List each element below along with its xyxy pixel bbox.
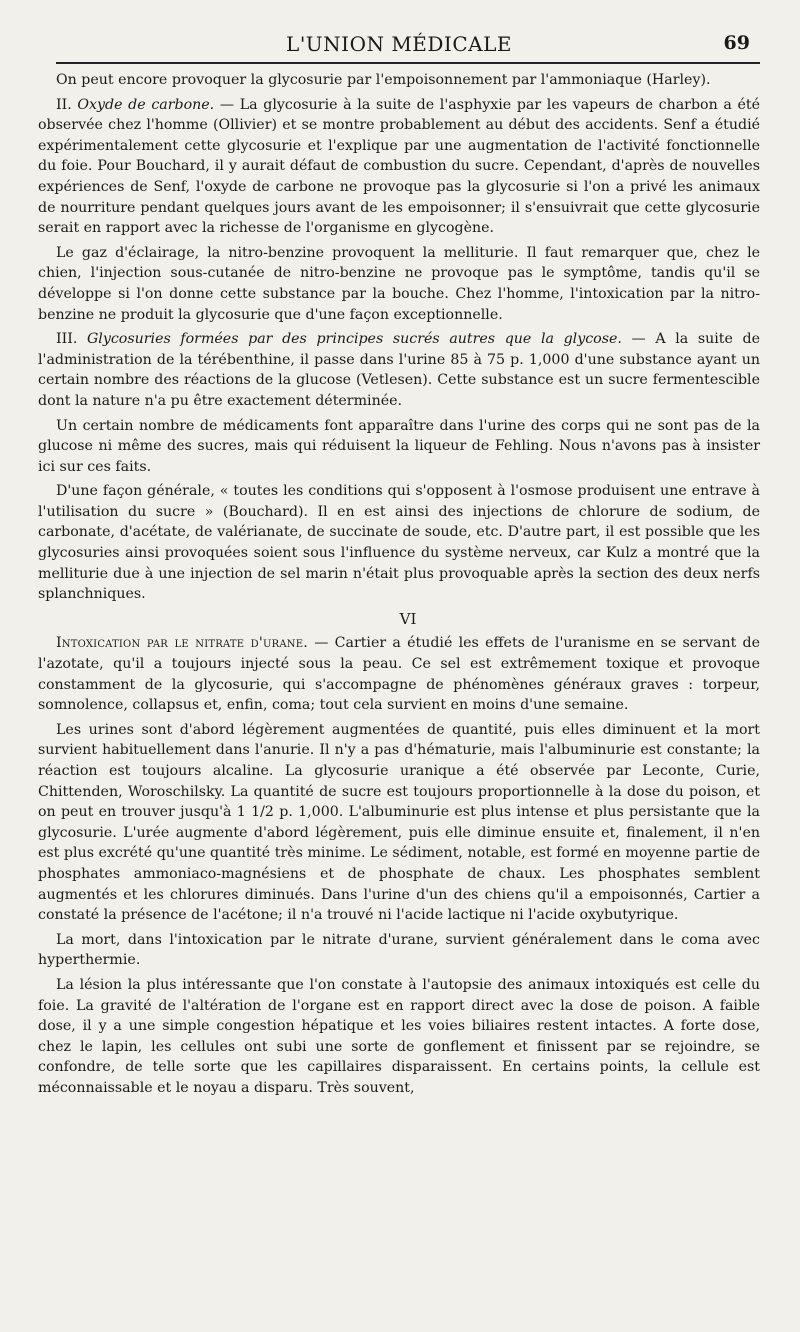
page-number: 69 — [723, 32, 750, 54]
paragraph-medicaments: Un certain nombre de médicaments font apparaître dans l'urine des corps qui ne sont pas de la glucose ni même des sucres, mais qui réduisent la liqueur de Fehling. Nous n'avons pas à insister ici sur ces faits. — [38, 417, 760, 475]
paragraph-ammoniaque: On peut encore provoquer la glycosurie par l'empoisonnement par l'ammoniaque (Harley). — [56, 72, 711, 88]
paragraph-urines: Les urines sont d'abord légèrement augmentées de quantité, puis elles diminuent et la mort survient habituellement dans l'anurie. Il n'y a pas d'hématurie, mais l'albuminurie est constante; la réaction est toujours alcaline. La glycosurie uranique a été observée par Leconte, Curie, Chittenden, Woroschilsky. La quantité de sucre est toujours proportionnelle à la dose du poison, et on peut en trouver jusqu'à 1 1/2 p. 1,000. L'albuminurie est plus intense et plus persistante que la glycosurie. L'urée augmente d'abord légèrement, puis elle diminue ensuite et, finalement, il n'en est plus excrété qu'une quantité très minime. Le sédiment, notable, est formé en moyenne partie de phosphates ammoniaco-magnésiens et de phosphate de chaux. Les phosphates semblent augmentés et les chlorures diminués. Dans l'urine d'un des chiens qu'il a empoisonnés, Cartier a constaté la présence de l'acétone; il n'a trouvé ni l'acide lactique ni l'acide oxybutyrique. — [38, 721, 760, 924]
heading-principes-sucres: Glycosuries formées par des principes sucrés autres que la glycose. — [86, 331, 622, 348]
text-nitrate-urane: — Cartier a étudié les effets de l'uranisme en se servant de l'azotate, qu'il a toujours injecté sous la peau. Ce sel est extrêmement toxique et provoque constamment de la glycosurie, qui s'accompagne de phénomènes généraux graves : torpeur, somnolence, collapsus et, enfin, coma; tout cela survient en moins d'une semaine. — [38, 635, 761, 714]
paragraph-oxyde-de-carbone — [38, 95, 760, 239]
text-principes-sucres: — A la suite de l'administration de la térébenthine, il passe dans l'urine 85 à 75 p. 1,000 d'une substance ayant un certain nombre des réactions de la glucose (Vetlesen). Cette substance est un sucre fermentescible dont la nature n'a pu être exactement déterminée. — [38, 331, 760, 409]
page-header — [38, 28, 760, 60]
heading-oxyde-de-carbone: Oxyde de carbone. — [77, 96, 215, 113]
section-number-iii: III. — [56, 331, 78, 348]
body-text — [38, 70, 760, 1099]
text-oxyde-de-carbone: — La glycosurie à la suite de l'asphyxie par les vapeurs de charbon a été observée chez l'homme (Ollivier) et se montre probablement au début des accidents. Senf a étudié expérimentalement cette glycosurie et l'explique par une augmentation de l'activité fonctionnelle du foie. Pour Bouchard, il y aurait défaut de combustion du sucre. Cependant, d'après de nouvelles expériences de Senf, l'oxyde de carbone ne provoque pas la glycosurie si l'on a privé les animaux de nourriture pendant quelques jours avant de les empoisonner; il s'ensuivrait que cette glycosurie serait en rapport avec la richesse de l'organisme en glycogène. — [38, 96, 760, 237]
paragraph-lesion-foie: La lésion la plus intéressante que l'on constate à l'autopsie des animaux intoxiqués est celle du foie. La gravité de l'altération de l'organe est en rapport direct avec la dose de poison. A faible dose, il y a une simple congestion hépatique et les voies biliaires restent intactes. A forte dose, chez le lapin, les cellules ont subi une sorte de gonflement et finissent par se rejoindre, se confondre, de telle sorte que les capillaires disparaissent. En certains points, la cellule est méconnaissable et le noyau a disparu. Très souvent, — [38, 976, 760, 1096]
running-title: L'UNION MÉDICALE — [286, 32, 512, 56]
paragraph-nitrate-urane — [38, 633, 760, 715]
paragraph-mort: La mort, dans l'intoxication par le nitrate d'urane, survient généralement dans le coma avec hyperthermie. — [38, 931, 760, 969]
paragraph-principes-sucres — [38, 329, 760, 411]
paragraph-gaz-eclairage: Le gaz d'éclairage, la nitro-benzine provoquent la melliturie. Il faut remarquer que, chez le chien, l'injection sous-cutanée de nitro-benzine ne provoque pas le symptôme, tandis qu'il se développe si l'on donne cette substance par la bouche. Chez l'homme, l'intoxication par la nitro-benzine ne produit la glycosurie que d'une façon exceptionnelle. — [38, 244, 760, 323]
header-rule — [56, 62, 760, 64]
section-heading-vi: VI — [399, 609, 417, 628]
heading-nitrate-urane: Intoxication par le nitrate d'urane. — [56, 635, 308, 652]
section-number-ii: II. — [56, 96, 72, 113]
paragraph-osmose: D'une façon générale, « toutes les conditions qui s'opposent à l'osmose produisent une entrave à l'utilisation du sucre » (Bouchard). Il en est ainsi des injections de chlorure de sodium, de carbonate, d'acétate, de valérianate, de succinate de soude, etc. D'autre part, il est possible que les glycosuries ainsi provoquées soient sous l'influence du système nerveux, car Kulz a montré que la melliturie due à une injection de sel marin n'était plus provoquable après la section des deux nerfs splanchniques. — [38, 483, 760, 603]
